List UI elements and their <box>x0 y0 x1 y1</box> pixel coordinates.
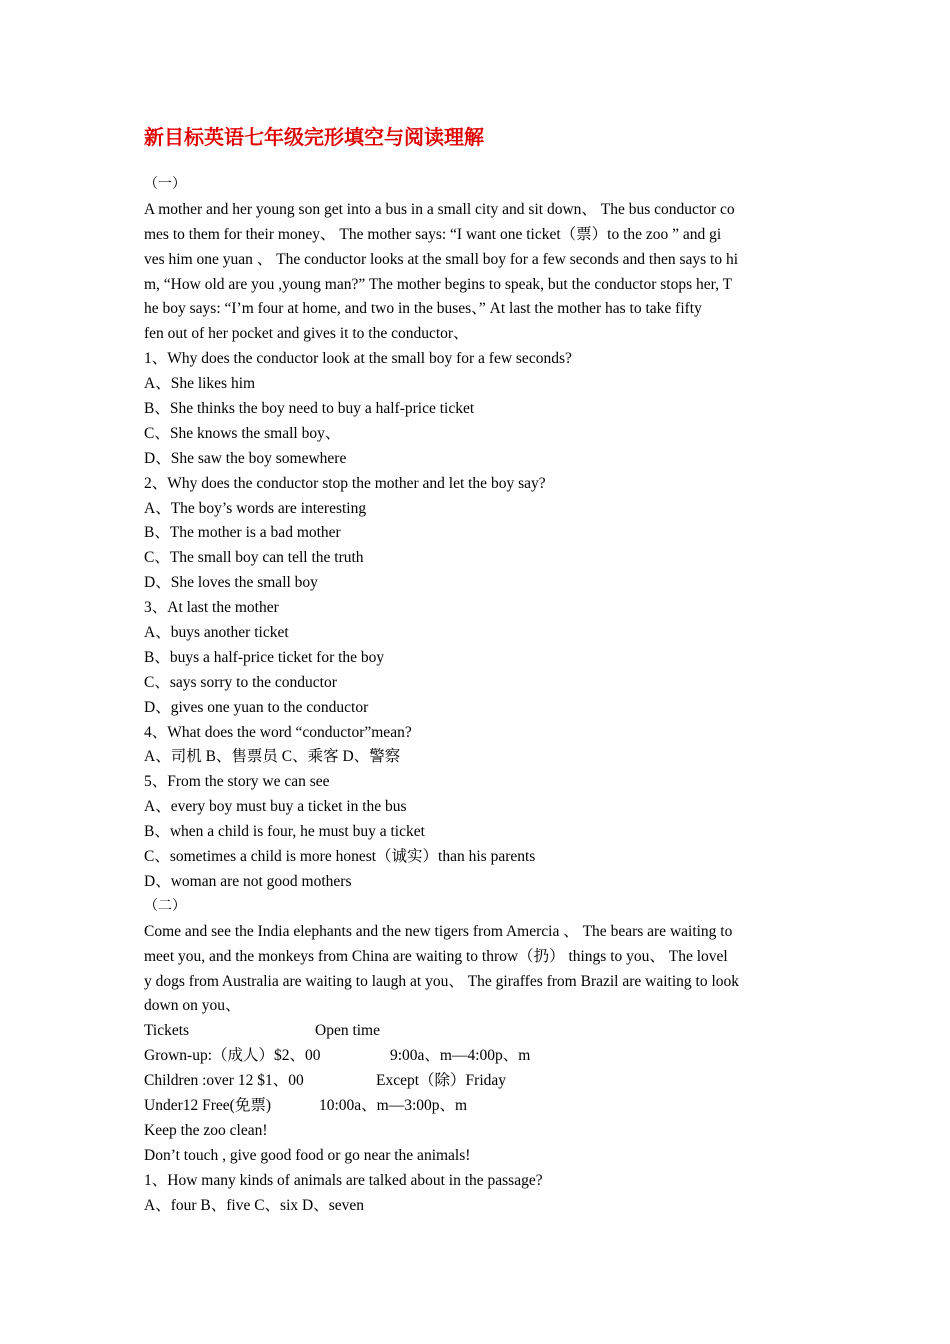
answer-option: A、every boy must buy a ticket in the bus <box>144 798 407 816</box>
table-row <box>144 1069 808 1094</box>
passage-line: down on you、 <box>144 997 241 1015</box>
table-row <box>144 1044 808 1069</box>
question: 2、Why does the conductor stop the mother and let the boy say? <box>144 474 546 492</box>
table-cell: Children :over 12 $1、00 <box>144 1072 304 1090</box>
notice-line: Keep the zoo clean! <box>144 1121 268 1139</box>
table-cell: Under12 Free(免票) <box>144 1096 271 1114</box>
answer-option: C、says sorry to the conductor <box>144 673 337 691</box>
answer-option: C、She knows the small boy、 <box>144 424 341 442</box>
table-cell: 9:00a、m—4:00p、m <box>390 1047 531 1065</box>
question: 3、At last the mother <box>144 599 279 617</box>
answer-option: A、The boy’s words are interesting <box>144 499 367 517</box>
table-cell: 10:00a、m—3:00p、m <box>319 1096 468 1114</box>
passage-line: y dogs from Australia are waiting to laugh at you、 The giraffes from Brazil are waiting to look <box>144 972 740 990</box>
answer-option: D、She loves the small boy <box>144 574 318 592</box>
section-heading: （一） <box>144 177 186 192</box>
answer-option: D、She saw the boy somewhere <box>144 449 347 467</box>
answer-option: D、woman are not good mothers <box>144 872 352 890</box>
answer-option: D、gives one yuan to the conductor <box>144 698 369 716</box>
document-title: 新目标英语七年级完形填空与阅读理解 <box>144 125 484 149</box>
table-cell: Except（除）Friday <box>376 1072 507 1090</box>
passage-line: he boy says: “I’m four at home, and two in the buses、” At last the mother has to take fifty <box>144 300 702 318</box>
table-header-cell: Open time <box>315 1022 380 1040</box>
answer-option: A、buys another ticket <box>144 624 289 642</box>
passage-line: mes to them for their money、 The mother says: “I want one ticket（票）to the zoo ” and gi <box>144 225 722 243</box>
table-cell: Grown-up:（成人）$2、00 <box>144 1047 321 1065</box>
question: 4、What does the word “conductor”mean? <box>144 723 412 741</box>
passage-line: A mother and her young son get into a bus in a small city and sit down、 The bus conductor co <box>144 200 735 218</box>
answer-option: C、The small boy can tell the truth <box>144 549 364 567</box>
section-heading: （二） <box>144 898 186 914</box>
document-body <box>144 173 808 1218</box>
answer-option: C、sometimes a child is more honest（诚实）than his parents <box>144 848 536 866</box>
passage-line: meet you, and the monkeys from China are waiting to throw（扔） things to you、 The lovel <box>144 947 728 965</box>
answer-option: A、She likes him <box>144 375 256 393</box>
passage-line: Come and see the India elephants and the new tigers from Amercia 、 The bears are waiting to <box>144 922 733 940</box>
answer-options-inline: A、司机 B、售票员 C、乘客 D、警察 <box>144 748 401 766</box>
answer-option: B、when a child is four, he must buy a ticket <box>144 823 425 841</box>
answer-option: B、The mother is a bad mother <box>144 524 341 542</box>
notice-line: Don’t touch , give good food or go near the animals! <box>144 1146 471 1164</box>
passage-line: fen out of her pocket and gives it to the conductor、 <box>144 325 469 343</box>
answer-options-inline: A、four B、five C、six D、seven <box>144 1196 364 1214</box>
passage-line: m, “How old are you ,young man?” The mother begins to speak, but the conductor stops her, T <box>144 275 733 293</box>
table-header-cell: Tickets <box>144 1022 190 1040</box>
answer-option: B、She thinks the boy need to buy a half-price ticket <box>144 400 475 418</box>
question: 5、From the story we can see <box>144 773 330 791</box>
table-row <box>144 1094 808 1119</box>
passage-line: ves him one yuan 、 The conductor looks at the small boy for a few seconds and then says to hi <box>144 250 739 268</box>
question: 1、Why does the conductor look at the small boy for a few seconds? <box>144 350 572 368</box>
answer-option: B、buys a half-price ticket for the boy <box>144 648 385 666</box>
question: 1、How many kinds of animals are talked about in the passage? <box>144 1171 543 1189</box>
ticket-table-header <box>144 1019 808 1044</box>
